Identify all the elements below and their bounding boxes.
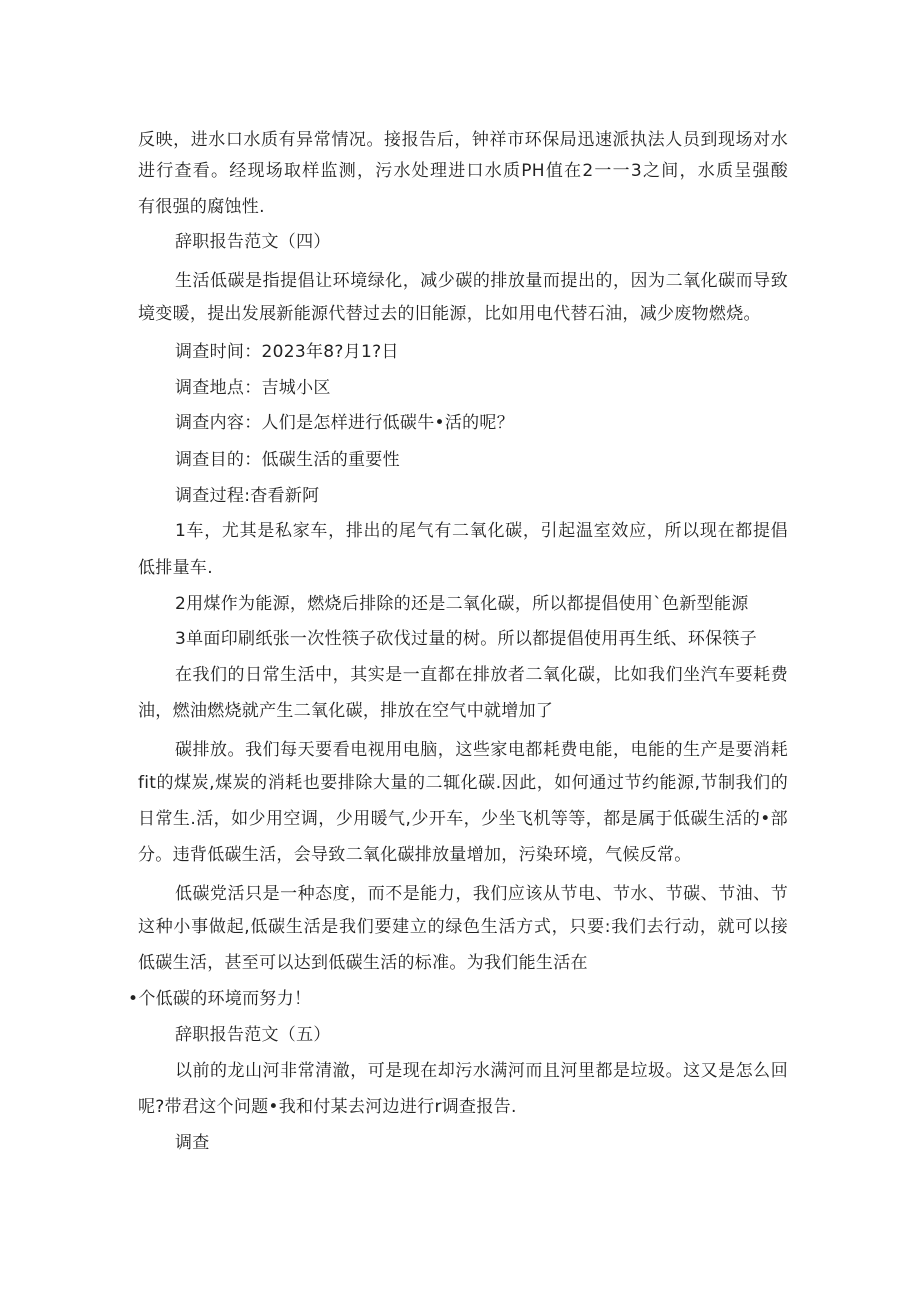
text-line: 调查内容：人们是怎样进行低碳牛•活的呢？: [175, 413, 515, 433]
text-line: 生活低碳是指提倡让环境绿化，减少碳的排放量而提出的，因为二氧化碳而导致: [175, 271, 788, 291]
text-line: 进行查看。经现场取样监测，污水处理进口水质PH值在2一一3之间，水质呈强酸: [138, 161, 788, 181]
text-line: 这种小事做起,低碳生活是我们要建立的绿色生活方式，只要:我们去行动，就可以接: [138, 917, 788, 937]
text-line: 日常生.活，如少用空调，少用暖气,少开车，少坐飞机等等，都是属于低碳生活的•部: [138, 809, 788, 829]
text-line: 反映，进水口水质有异常情况。接报告后，钟祥市环保局迅速派执法人员到现场对水: [138, 130, 788, 150]
text-line: 3单面印刷纸张一次性筷子砍伐过量的树。所以都提倡使用再生纸、环保筷子: [175, 629, 758, 649]
text-line: 调查地点：吉城小区: [175, 378, 331, 398]
text-line: 1车，尤其是私家车，排出的尾气有二氧化碳，引起温室效应，所以现在都提倡: [175, 521, 788, 541]
text-line: 碳排放。我们每天要看电视用电脑，这些家电都耗费电能，电能的生产是要消耗: [175, 740, 788, 760]
text-line: 调查过程:杳看新阿: [175, 486, 320, 506]
text-line: 油，燃油燃烧就产生二氧化碳，排放在空气中就增加了: [138, 701, 554, 721]
text-line: 以前的龙山河非常清澈，可是现在却污水满河而且河里都是垃圾。这又是怎么回: [175, 1061, 788, 1081]
section-heading: 辞职报告范文（四）: [175, 232, 331, 252]
text-line: •个低碳的环境而努力！: [128, 989, 312, 1009]
text-line: 低碳生活，甚至可以达到低碳生活的标准。为我们能生活在: [138, 953, 588, 973]
text-line: fit的煤炭,煤炭的消耗也要排除大量的二辄化碳.因此，如何通过节约能源,节制我们的: [138, 773, 788, 793]
text-line: 调查目的：低碳生活的重要性: [175, 450, 400, 470]
text-line: 2用煤作为能源，燃烧后排除的还是二氧化碳，所以都提倡使用`色新型能源: [175, 594, 749, 614]
text-line: 呢?带君这个问题•我和付某去河边进行r调查报告.: [138, 1097, 517, 1117]
text-line: 分。违背低碳生活，会导致二氧化碳排放量增加，污染环境，气候反常。: [138, 845, 692, 865]
text-line: 低碳党活只是一种态度，而不是能力，我们应该从节电、节水、节碳、节油、节: [175, 884, 788, 904]
text-line: 低排量车.: [138, 558, 213, 578]
text-line: 在我们的日常生活中，其实是一直都在排放者二氧化碳，比如我们坐汽车要耗费: [175, 665, 788, 685]
section-heading: 辞职报告范文（五）: [175, 1025, 331, 1045]
text-line: 境变暖，提出发展新能源代替过去的旧能源，比如用电代替石油，减少废物燃烧。: [138, 304, 761, 324]
text-line: 有很强的腐蚀性.: [138, 197, 265, 217]
text-line: 调查时间：2023年8?月1?日: [175, 342, 399, 362]
text-line: 调查: [175, 1133, 210, 1153]
